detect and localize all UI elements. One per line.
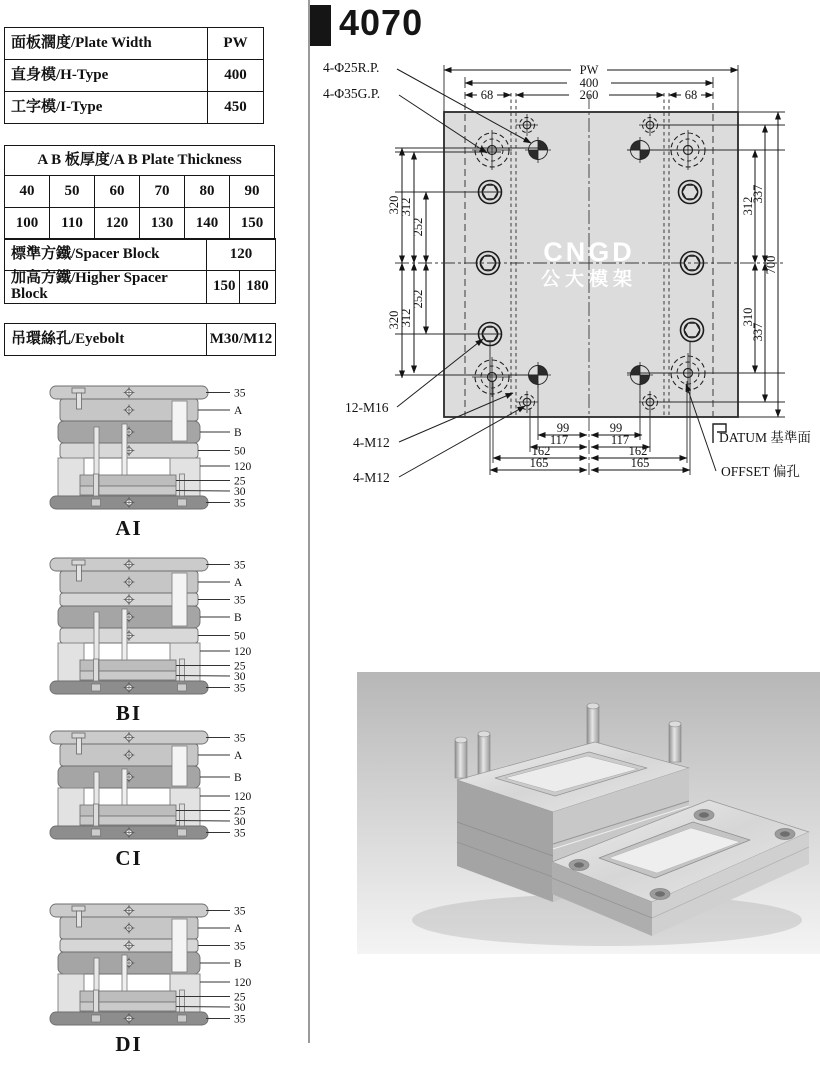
- spec-table-ab-thickness: [4, 145, 275, 240]
- bottom-bolt-head: [92, 499, 101, 506]
- layer-label: 30: [234, 486, 246, 498]
- cell: 90: [230, 176, 275, 208]
- cap-screw-shaft: [77, 738, 82, 754]
- row-label: 標準方鐵/Spacer Block: [5, 239, 207, 271]
- layer-leader: [176, 1007, 230, 1008]
- layer-label: 35: [234, 732, 246, 745]
- layer-label: 25: [234, 991, 246, 1004]
- table-header: A B 板厚度/A B Plate Thickness: [5, 146, 275, 176]
- dim-68-right: 68: [684, 88, 698, 102]
- guide-bush: [172, 746, 187, 786]
- label-offset: OFFSET 偏孔: [721, 464, 800, 479]
- table-row: [5, 92, 264, 124]
- ejector-pin: [122, 769, 127, 805]
- cap-screw-head: [72, 388, 85, 393]
- mold-section-svg-BI: [24, 550, 290, 730]
- dim-337-ur: 337: [751, 184, 765, 204]
- layer-label: 35: [234, 905, 246, 918]
- cell: 120: [95, 208, 140, 240]
- label-datum: DATUM 基準面: [719, 430, 811, 445]
- dim-165-r: 165: [630, 456, 650, 470]
- dim-700: 700: [764, 255, 778, 275]
- diagram-caption: DI: [115, 1032, 143, 1056]
- plate-drawing-svg: [315, 55, 815, 515]
- layer-label: 30: [234, 1002, 246, 1014]
- cell: 70: [140, 176, 185, 208]
- dim-312-ur: 312: [741, 196, 755, 216]
- ejector-pin: [122, 955, 127, 991]
- table-row: [5, 271, 276, 304]
- cell: 60: [95, 176, 140, 208]
- layer-label: A: [234, 577, 243, 589]
- mold-section-svg-AI: [24, 378, 290, 558]
- layer-label: 35: [234, 559, 246, 572]
- layer-leader: [176, 821, 230, 822]
- layer-label: 30: [234, 816, 246, 828]
- bottom-bolt: [180, 659, 185, 681]
- cell: 50: [50, 176, 95, 208]
- layer-label: 120: [234, 646, 252, 658]
- column-divider: [308, 0, 310, 1043]
- diagram-caption: AI: [115, 516, 143, 540]
- layer-label: 50: [234, 630, 246, 643]
- spec-table-spacer: [4, 238, 276, 304]
- label-4-m12-upper: 4-M12: [353, 435, 390, 450]
- dim-162-l: 162: [531, 444, 551, 458]
- table-row: [5, 60, 264, 92]
- layer-label: 25: [234, 660, 246, 673]
- table-row: [5, 208, 275, 240]
- layer-label: 25: [234, 805, 246, 818]
- row-value: 400: [208, 60, 264, 92]
- row-value: 180: [240, 271, 276, 304]
- bottom-bolt-head: [178, 829, 187, 836]
- dim-252-ul: 252: [411, 217, 425, 237]
- spec-table-eyebolt: [4, 323, 276, 356]
- table-row: [5, 324, 276, 356]
- dim-165-l: 165: [529, 456, 549, 470]
- dim-337-lr: 337: [751, 322, 765, 342]
- layer-leader: [176, 491, 230, 492]
- layer-label: B: [234, 772, 242, 784]
- layer-label: 50: [234, 445, 246, 458]
- layer-label: B: [234, 612, 242, 624]
- layer-label: B: [234, 427, 242, 439]
- layer-label: 25: [234, 475, 246, 488]
- dim-117-r: 117: [610, 433, 630, 447]
- bottom-bolt: [94, 659, 99, 681]
- row-label: 工字模/I-Type: [5, 92, 208, 124]
- cap-screw-shaft: [77, 393, 82, 409]
- layer-label: 120: [234, 977, 252, 989]
- row-value: 450: [208, 92, 264, 124]
- bottom-bolt-head: [178, 684, 187, 691]
- label-guide-pin: 4-Φ35G.P.: [323, 86, 381, 101]
- bottom-bolt: [180, 474, 185, 496]
- plate-technical-drawing: [315, 55, 815, 515]
- row-label: 直身模/H-Type: [5, 60, 208, 92]
- dim-252-ll: 252: [411, 289, 425, 309]
- label-return-pin: 4-Φ25R.P.: [323, 60, 380, 75]
- cap-screw-shaft: [77, 565, 82, 581]
- row-label: 面板濶度/Plate Width: [5, 28, 208, 60]
- mold-section-svg-DI: [24, 896, 290, 1076]
- section-diagram-BI: [24, 550, 290, 730]
- layer-label: A: [234, 923, 243, 935]
- layer-label: 35: [234, 387, 246, 400]
- layer-label: 120: [234, 791, 252, 803]
- cell: 150: [230, 208, 275, 240]
- layer-label: A: [234, 750, 243, 762]
- cell: 100: [5, 208, 50, 240]
- row-label: 吊環絲孔/Eyebolt: [5, 324, 207, 356]
- table-row: [5, 28, 264, 60]
- cell: 40: [5, 176, 50, 208]
- layer-label: 120: [234, 461, 252, 473]
- dim-pw: PW: [579, 63, 599, 77]
- dim-320-ul: 320: [387, 195, 401, 215]
- label-12-m16: 12-M16: [345, 400, 389, 415]
- bottom-bolt-head: [92, 1015, 101, 1022]
- cell: 130: [140, 208, 185, 240]
- table-row: [5, 239, 276, 271]
- guide-bush: [172, 401, 187, 441]
- row-value: 120: [207, 239, 276, 271]
- guide-bush: [172, 919, 187, 972]
- layer-label: 35: [234, 497, 246, 510]
- section-diagram-CI: [24, 723, 290, 903]
- logo-cngd: CNGD: [543, 237, 635, 267]
- dim-310-lr: 310: [741, 307, 755, 327]
- layer-label: A: [234, 405, 243, 417]
- diagram-caption: CI: [115, 846, 143, 870]
- bottom-bolt-head: [178, 499, 187, 506]
- row-value: PW: [208, 28, 264, 60]
- bottom-bolt: [180, 804, 185, 826]
- ejector-pin: [122, 424, 127, 475]
- product-photo: [357, 672, 820, 954]
- row-label: 加高方鐵/Higher Spacer Block: [5, 271, 207, 304]
- dim-312-ul: 312: [399, 197, 413, 217]
- bottom-bolt: [94, 990, 99, 1012]
- table-row: [5, 176, 275, 208]
- title-accent-bar: [310, 5, 331, 46]
- cell: 110: [50, 208, 95, 240]
- diagram-caption: BI: [115, 701, 143, 725]
- layer-label: 35: [234, 594, 246, 607]
- layer-leader: [176, 676, 230, 677]
- dim-117-l: 117: [549, 433, 569, 447]
- cap-screw-head: [72, 733, 85, 738]
- layer-label: 30: [234, 671, 246, 683]
- section-diagram-DI: [24, 896, 290, 1076]
- dim-99-l: 99: [556, 421, 570, 435]
- layer-label: 35: [234, 1013, 246, 1026]
- layer-label: 35: [234, 940, 246, 953]
- dim-400: 400: [579, 76, 599, 90]
- section-diagram-AI: [24, 378, 290, 558]
- layer-label: 35: [234, 827, 246, 840]
- spec-table-plate-width: [4, 27, 264, 124]
- layer-label: B: [234, 958, 242, 970]
- dim-320-ll: 320: [387, 310, 401, 330]
- bottom-bolt: [94, 804, 99, 826]
- dim-162-r: 162: [628, 444, 648, 458]
- bottom-bolt: [94, 474, 99, 496]
- logo-chinese: 公大模架: [540, 269, 638, 290]
- mold-section-svg-CI: [24, 723, 290, 903]
- cap-screw-shaft: [77, 911, 82, 927]
- page-title: 4070: [339, 2, 424, 43]
- cap-screw-head: [72, 906, 85, 911]
- guide-bush: [172, 573, 187, 626]
- ejector-pin: [122, 609, 127, 660]
- dim-260: 260: [579, 88, 599, 102]
- product-photo-svg: [357, 672, 820, 954]
- cap-screw-head: [72, 560, 85, 565]
- dim-312-ll: 312: [399, 308, 413, 328]
- row-value: M30/M12: [207, 324, 276, 356]
- table-header-row: [5, 146, 275, 176]
- bottom-bolt-head: [92, 684, 101, 691]
- bottom-bolt-head: [92, 829, 101, 836]
- bottom-bolt: [180, 990, 185, 1012]
- cell: 80: [185, 176, 230, 208]
- layer-label: 35: [234, 682, 246, 695]
- dim-99-r: 99: [609, 421, 623, 435]
- dim-68-left: 68: [480, 88, 494, 102]
- label-4-m12-lower: 4-M12: [353, 470, 390, 485]
- bottom-bolt-head: [178, 1015, 187, 1022]
- cell: 140: [185, 208, 230, 240]
- row-value: 150: [207, 271, 240, 304]
